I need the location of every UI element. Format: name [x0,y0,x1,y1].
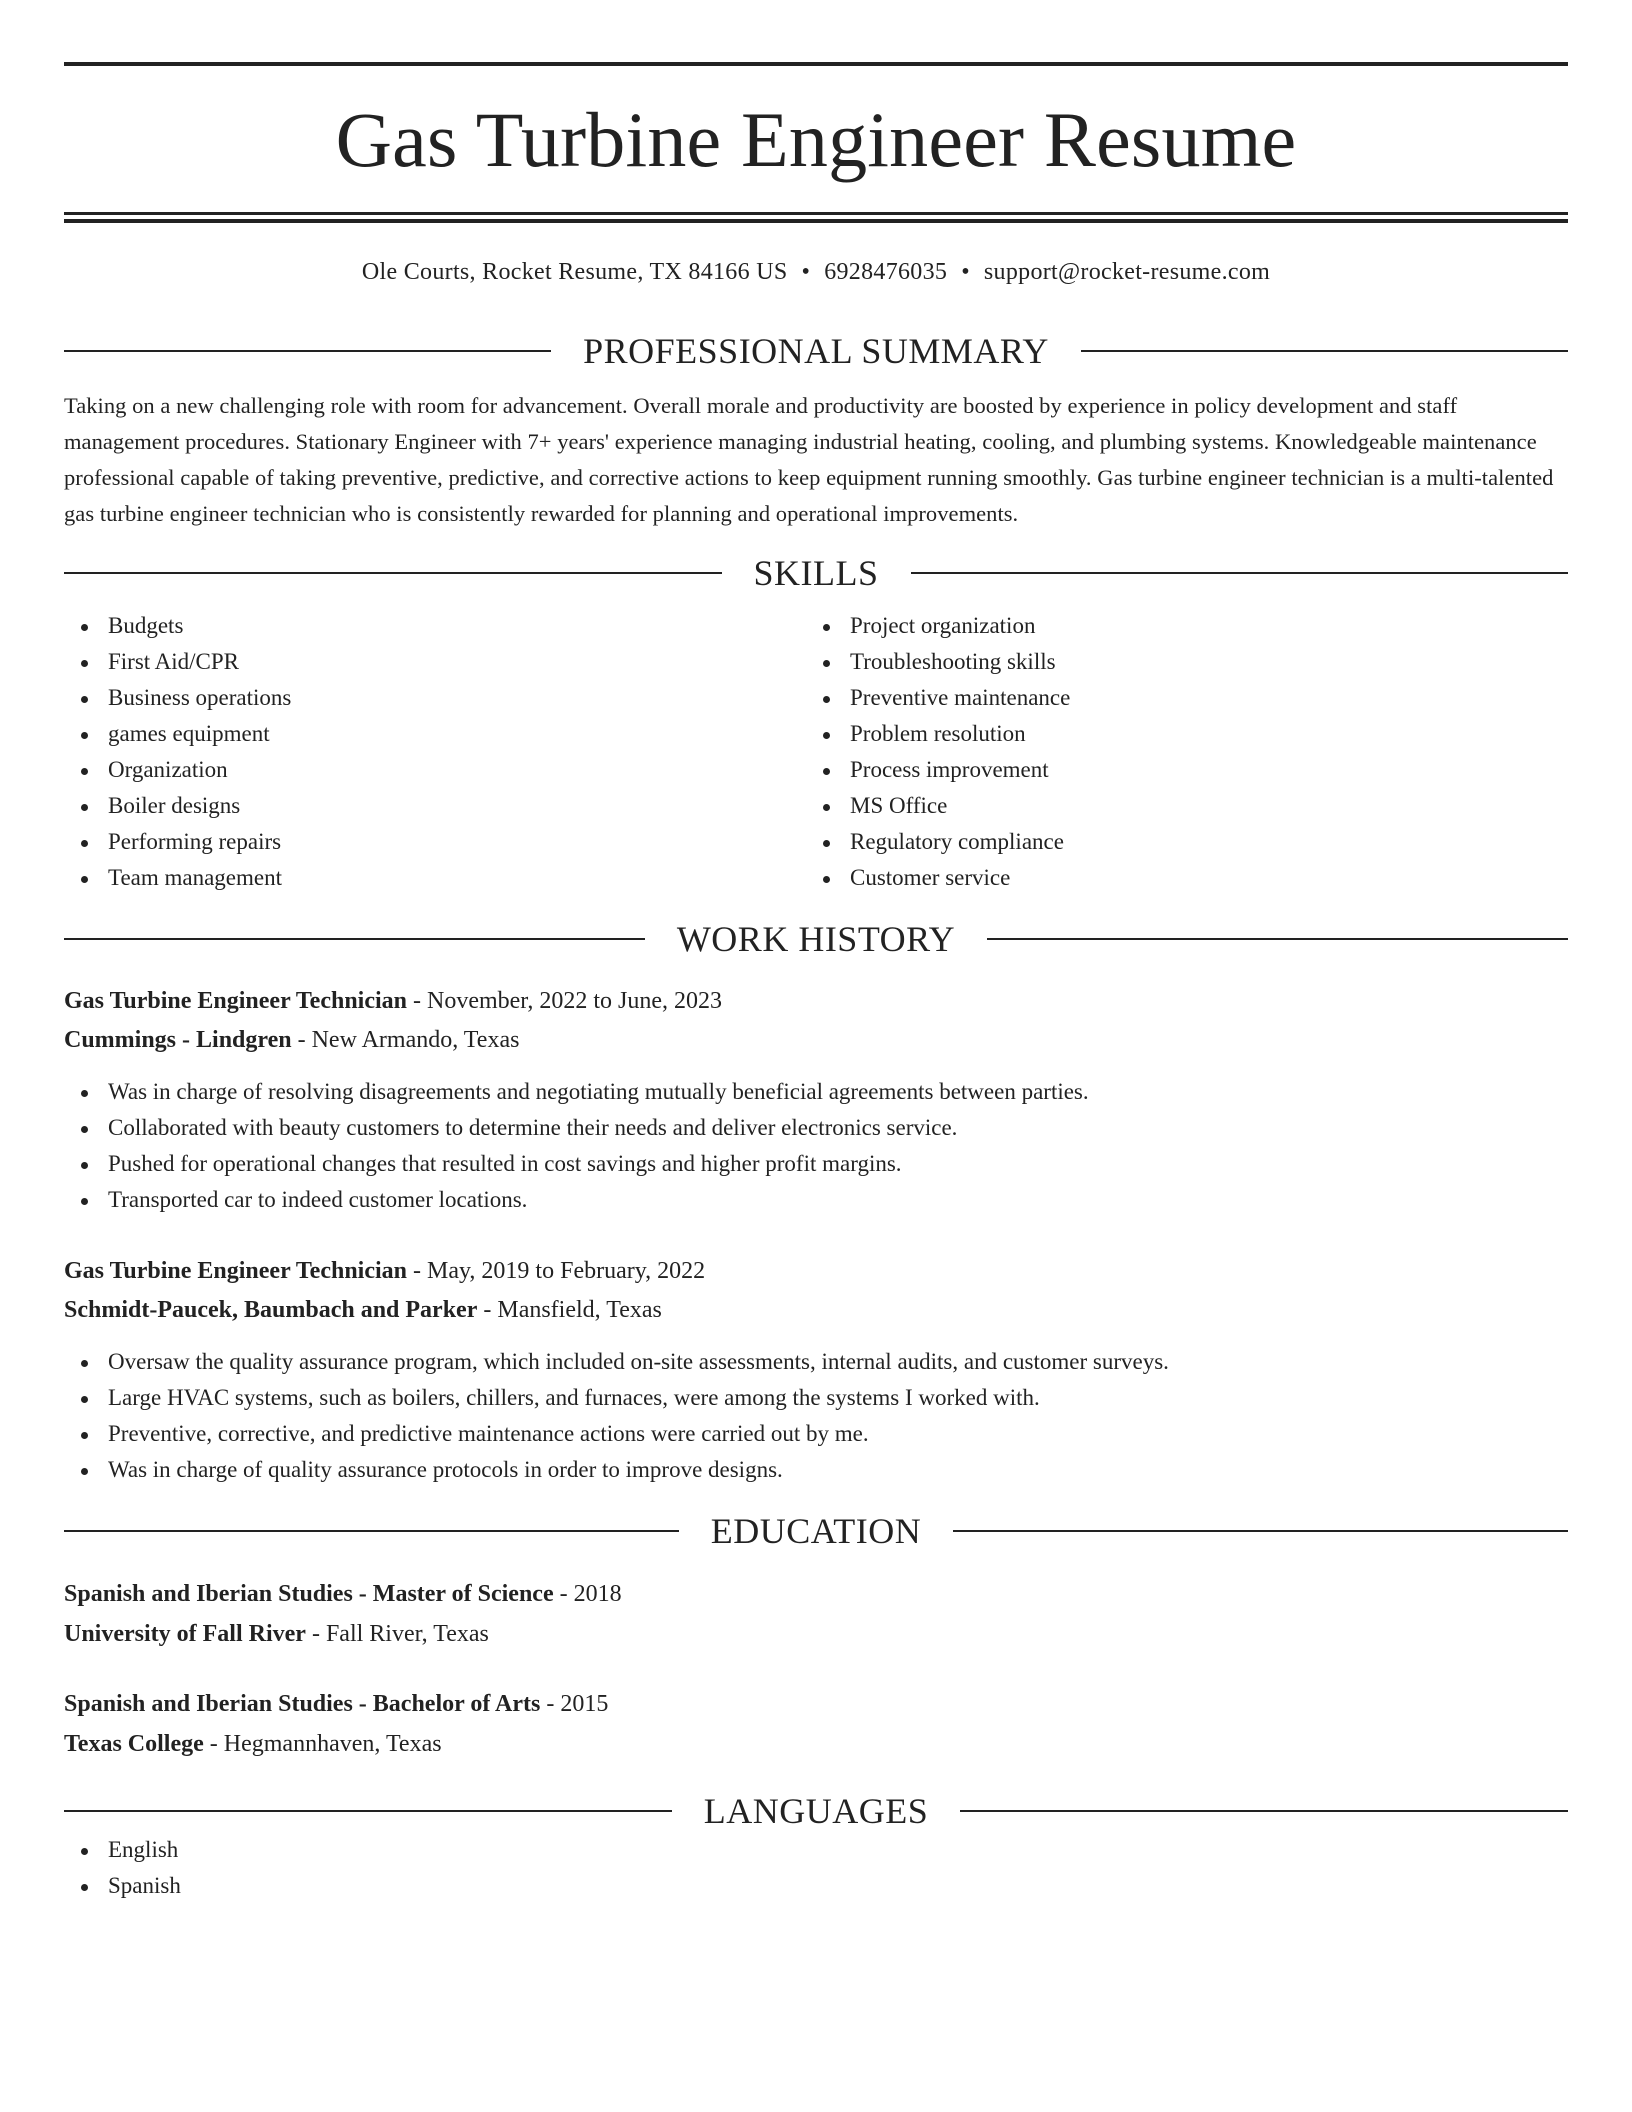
languages-list [64,1832,1568,1904]
contact-separator: • [961,259,970,285]
heading-rule [911,572,1569,574]
job-location: - New Armando, Texas [291,1027,520,1053]
contact-phone: 6928476035 [824,259,948,285]
skills-column-right [806,608,1548,896]
contact-address: Ole Courts, Rocket Resume, TX 84166 US [361,259,788,285]
job-title-line [64,982,1568,1021]
skills-list [64,608,1568,896]
education-school: Texas College [64,1731,204,1757]
skill-item: Performing repairs [64,824,806,860]
title-double-rule [64,212,1568,223]
job-role: Gas Turbine Engineer Technician [64,1258,407,1284]
education-degree-line [64,1684,1568,1724]
job-company: Cummings - Lindgren [64,1027,292,1053]
resume-page [64,62,1568,1904]
skill-item: Customer service [806,860,1548,896]
section-heading-work-history [64,918,1568,960]
job-entry [64,982,1568,1218]
job-role: Gas Turbine Engineer Technician [64,988,407,1014]
skill-item: Budgets [64,608,806,644]
section-title: LANGUAGES [703,1791,929,1831]
section-title: WORK HISTORY [676,919,956,959]
skill-item: Boiler designs [64,788,806,824]
heading-rule [64,1530,679,1532]
job-duty-item: Pushed for operational changes that resulted in cost savings and higher profit margins. [64,1146,1568,1182]
education-year: - 2015 [540,1691,609,1717]
job-company-line [64,1021,1568,1060]
skills-column-left [64,608,806,896]
job-duties [64,1344,1568,1488]
skill-item: Business operations [64,680,806,716]
contact-separator: • [801,259,811,285]
language-item: English [64,1832,1568,1868]
job-duty-item: Was in charge of quality assurance protocols in order to improve designs. [64,1452,1568,1488]
job-duty-item: Was in charge of resolving disagreements and negotiating mutually beneficial agreements between parties. [64,1074,1568,1110]
education-degree: Spanish and Iberian Studies - Master of Science [64,1581,554,1607]
heading-rule [1081,350,1568,352]
job-company: Schmidt-Paucek, Baumbach and Parker [64,1297,478,1323]
heading-rule [953,1530,1568,1532]
job-duty-item: Oversaw the quality assurance program, which included on-site assessments, internal audits, and customer surveys. [64,1344,1568,1380]
education-school-line [64,1724,1568,1764]
education-school: University of Fall River [64,1621,306,1647]
section-heading-summary [64,330,1568,372]
skill-item: Project organization [806,608,1548,644]
heading-rule [960,1810,1568,1812]
education-location: - Fall River, Texas [305,1621,489,1647]
job-duty-item: Large HVAC systems, such as boilers, chillers, and furnaces, were among the systems I worked with. [64,1380,1568,1416]
job-duty-item: Transported car to indeed customer locations. [64,1182,1568,1218]
education-degree: Spanish and Iberian Studies - Bachelor of Arts [64,1691,541,1717]
job-location: - Mansfield, Texas [477,1297,662,1323]
top-rule [64,62,1568,66]
section-heading-languages [64,1790,1568,1832]
heading-rule [64,938,645,940]
job-dates: - May, 2019 to February, 2022 [407,1258,706,1284]
heading-rule [64,350,551,352]
job-duty-item: Collaborated with beauty customers to determine their needs and deliver electronics service. [64,1110,1568,1146]
skill-item: Troubleshooting skills [806,644,1548,680]
language-item: Spanish [64,1868,1568,1904]
job-company-line [64,1291,1568,1330]
education-entry [64,1574,1568,1654]
section-heading-education [64,1510,1568,1552]
section-title: PROFESSIONAL SUMMARY [583,331,1049,371]
skill-item: Organization [64,752,806,788]
skill-item: Process improvement [806,752,1548,788]
education-degree-line [64,1574,1568,1614]
skill-item: Problem resolution [806,716,1548,752]
job-duty-item: Preventive, corrective, and predictive maintenance actions were carried out by me. [64,1416,1568,1452]
section-title: SKILLS [753,553,879,593]
skill-item: Preventive maintenance [806,680,1548,716]
skill-item: MS Office [806,788,1548,824]
skill-item: Team management [64,860,806,896]
skill-item: First Aid/CPR [64,644,806,680]
education-year: - 2018 [553,1581,622,1607]
heading-rule [64,1810,672,1812]
resume-title: Gas Turbine Engineer Resume [335,96,1297,183]
job-dates: - November, 2022 to June, 2023 [407,988,722,1014]
education-location: - Hegmannhaven, Texas [203,1731,442,1757]
contact-email: support@rocket-resume.com [983,259,1271,285]
job-title-line [64,1252,1568,1291]
education-school-line [64,1614,1568,1654]
education-entry [64,1684,1568,1764]
summary-paragraph: Taking on a new challenging role with room for advancement. Overall morale and productivity are boosted by experience in policy development and staff management procedures. Stationary Engineer with 7+ years' experience managing industrial heating, cooling, and plumbing systems. Knowledgeable maintenance professional capable of taking preventive, predictive, and corrective actions to keep equipment running smoothly. Gas turbine engineer technician is a multi-talented gas turbine engineer technician who is consistently rewarded for planning and operational improvements. [64,393,1554,526]
contact-line [64,257,1568,287]
section-heading-skills [64,552,1568,594]
skill-item: Regulatory compliance [806,824,1548,860]
heading-rule [987,938,1568,940]
job-duties [64,1074,1568,1218]
job-entry [64,1252,1568,1488]
section-title: EDUCATION [710,1511,922,1551]
heading-rule [64,572,722,574]
skill-item: games equipment [64,716,806,752]
